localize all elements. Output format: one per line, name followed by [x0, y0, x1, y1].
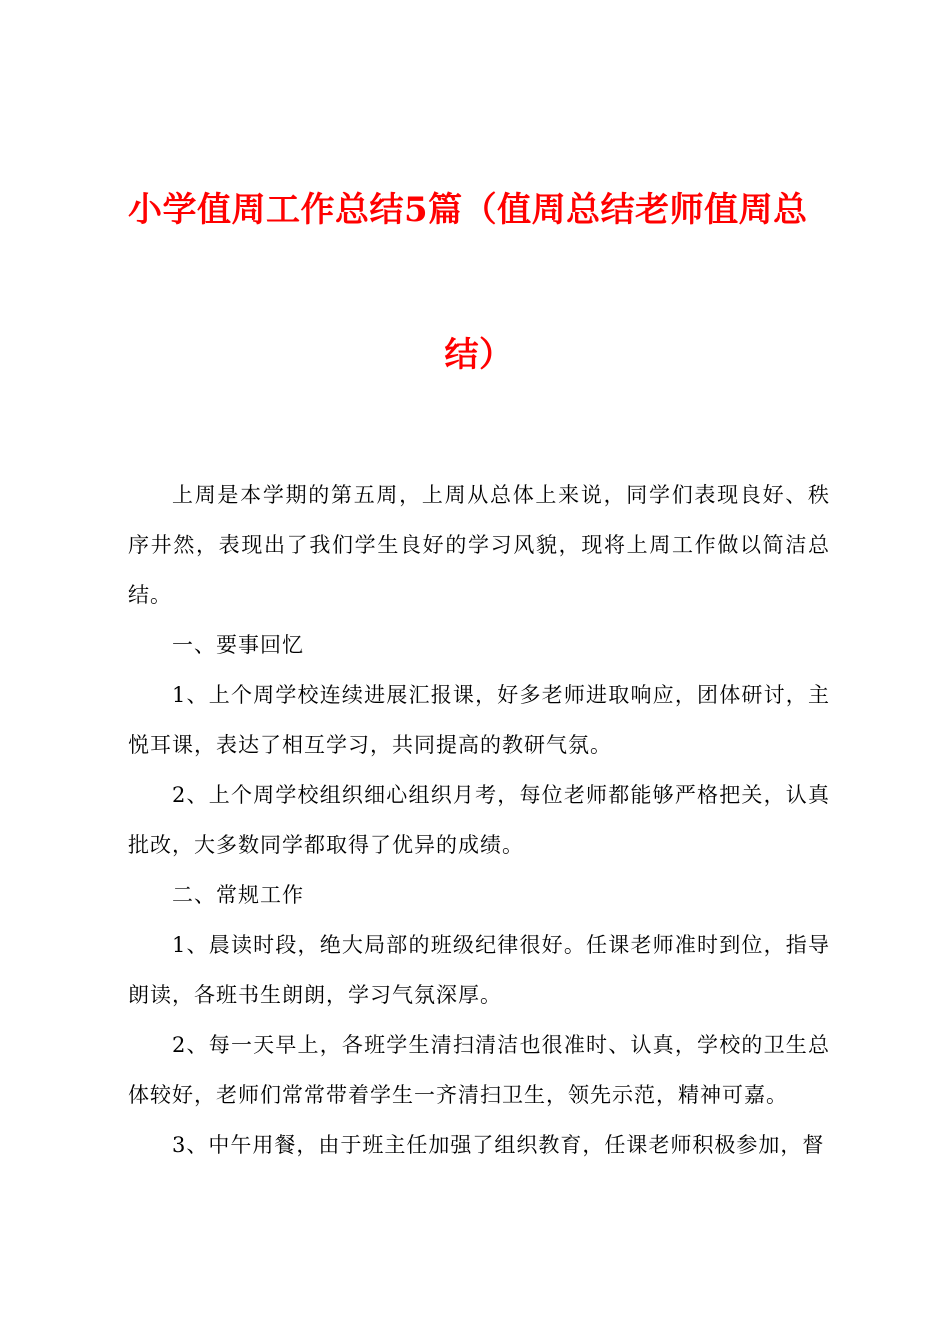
- document-title-line-1: 小学值周工作总结5篇（值周总结老师值周总: [128, 190, 808, 230]
- section-heading-routine-work: 二、常规工作: [172, 883, 304, 907]
- paragraph-item: 1、上个周学校连续进展汇报课，好多老师进取响应，团体研讨，主悦耳课，表达了相互学习，共同提高的教研气氛。: [128, 683, 830, 757]
- document-title-line-2: 结）: [444, 335, 514, 375]
- document-body: [128, 470, 830, 1170]
- paragraph-item: 3、中午用餐，由于班主任加强了组织教育，任课老师积极参加，督: [172, 1133, 825, 1157]
- paragraph-item: 2、上个周学校组织细心组织月考，每位老师都能够严格把关，认真批改，大多数同学都取得了优异的成绩。: [128, 783, 830, 857]
- paragraph-item: 2、每一天早上，各班学生清扫清洁也很准时、认真，学校的卫生总体较好，老师们常常带着学生一齐清扫卫生，领先示范，精神可嘉。: [128, 1033, 830, 1107]
- intro-paragraph: 上周是本学期的第五周，上周从总体上来说，同学们表现良好、秩序井然，表现出了我们学生良好的学习风貌，现将上周工作做以简洁总结。: [128, 483, 830, 607]
- paragraph-item: 1、晨读时段，绝大局部的班级纪律很好。任课老师准时到位，指导朗读，各班书生朗朗，学习气氛深厚。: [128, 933, 830, 1007]
- section-heading-key-events: 一、要事回忆: [172, 633, 304, 657]
